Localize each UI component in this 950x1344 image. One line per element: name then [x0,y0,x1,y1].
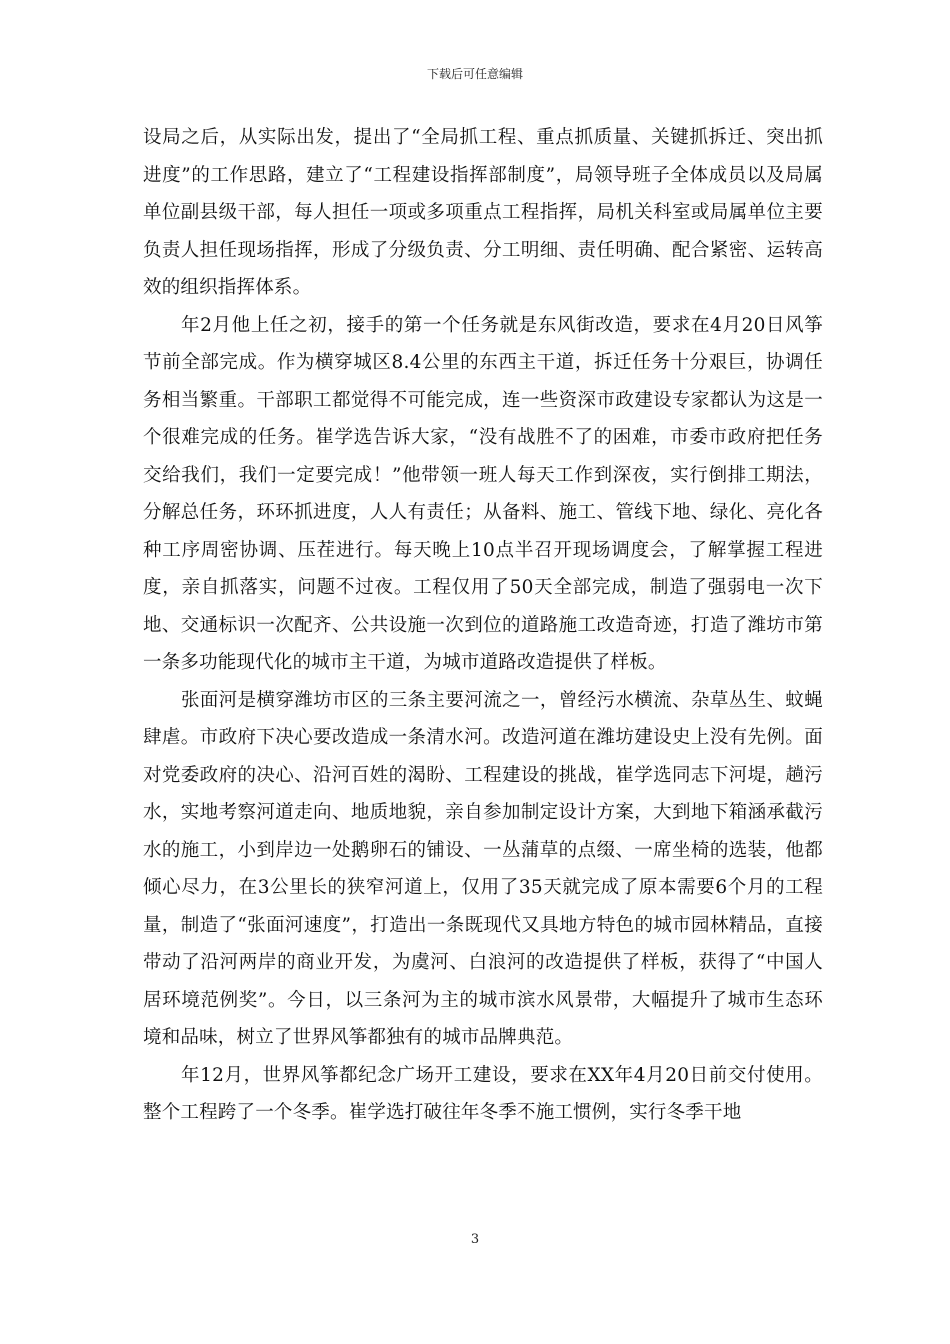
paragraph-3: 张面河是横穿潍坊市区的三条主要河流之一，曾经污水横流、杂草丛生、蚊蝇肆虐。市政府下决心要改造成一条清水河。改造河道在潍坊建设史上没有先例。面对党委政府的决心、沿河百姓的渴盼、工程建设的挑战，崔学选同志下河堤，趟污水，实地考察河道走向、地质地貌，亲自参加制定设计方案，大到地下箱涵承截污水的施工，小到岸边一处鹅卵石的铺设、一丛蒲草的点缀、一席坐椅的选装，他都倾心尽力，在3公里长的狭窄河道上，仅用了35天就完成了原本需要6个月的工程量，制造了“张面河速度”，打造出一条既现代又具地方特色的城市园林精品，直接带动了沿河两岸的商业开发，为虞河、白浪河的改造提供了样板，获得了“中国人居环境范例奖”。今日，以三条河为主的城市滨水风景带，大幅提升了城市生态环境和品味，树立了世界风筝都独有的城市品牌典范。 [143,689,823,1048]
paragraph-2: 年2月他上任之初，接手的第一个任务就是东风街改造，要求在4月20日风筝节前全部完成。作为横穿城区8.4公里的东西主干道，拆迁任务十分艰巨，协调任务相当繁重。干部职工都觉得不可能完成，连一些资深市政建设专家都认为这是一个很难完成的任务。崔学选告诉大家，“没有战胜不了的困难，市委市政府把任务交给我们，我们一定要完成！”他带领一班人每天工作到深夜，实行倒排工期法，分解总任务，环环抓进度，人人有责任；从备料、施工、管线下地、绿化、亮化各种工序周密协调、压茬进行。每天晚上10点半召开现场调度会，了解掌握工程进度，亲自抓落实，问题不过夜。工程仅用了50天全部完成，制造了强弱电一次下地、交通标识一次配齐、公共设施一次到位的道路施工改造奇迹，打造了潍坊市第一条多功能现代化的城市主干道，为城市道路改造提供了样板。 [143,314,823,673]
document-body [143,119,823,1132]
page-number: 3 [470,1232,480,1247]
page-header: 下载后可任意编辑 [426,67,523,81]
paragraph-1: 设局之后，从实际出发，提出了“全局抓工程、重点抓质量、关键抓拆迁、突出抓进度”的工作思路，建立了“工程建设指挥部制度”，局领导班子全体成员以及局属单位副县级干部，每人担任一项或多项重点工程指挥，局机关科室或局属单位主要负责人担任现场指挥，形成了分级负责、分工明细、责任明确、配合紧密、运转高效的组织指挥体系。 [143,127,823,298]
paragraph-4: 年12月，世界风筝都纪念广场开工建设，要求在XX年4月20日前交付使用。整个工程跨了一个冬季。崔学选打破往年冬季不施工惯例，实行冬季干地 [143,1064,823,1123]
